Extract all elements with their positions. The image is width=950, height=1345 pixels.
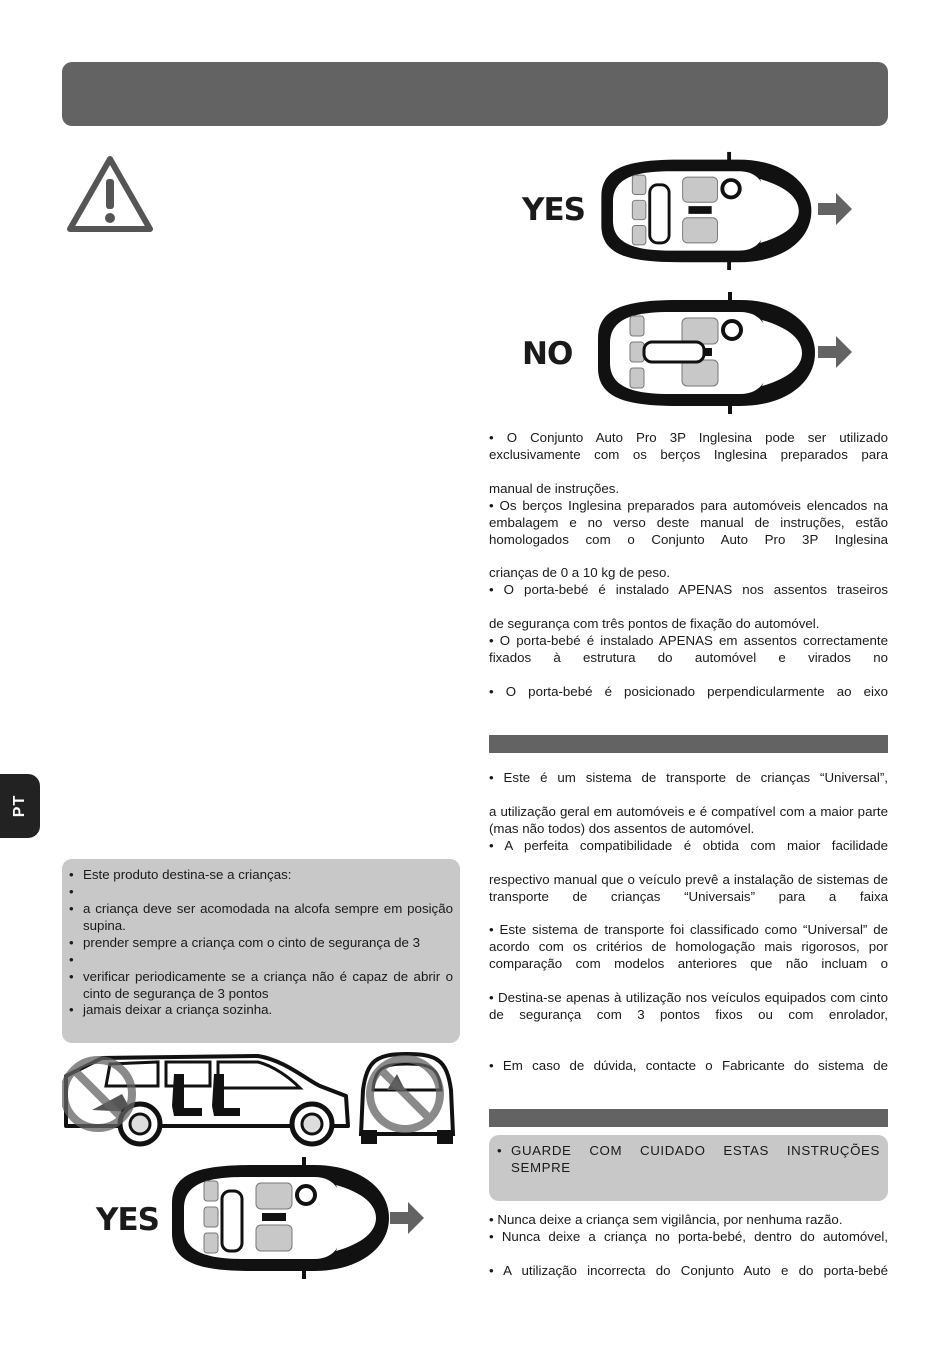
note-paragraph: manual de instruções. [489,480,620,496]
installation-notes [489,430,888,701]
note-paragraph: respectivo manual que o veículo prevê a instalação de sistemas de transporte de crianças “Universais” para a faixa [489,871,888,904]
direction-arrow-icon [818,193,854,227]
note-paragraph: • Este sistema de transporte foi classificado como “Universal” de acordo com os critérios de homologação mais rigorosos, por comparação com modelos anteriores que não incluam o [489,922,888,972]
note-paragraph: a utilização geral em automóveis e é compatível com a maior parte (mas não todos) dos assentos de automóvel. [489,803,888,836]
car-rear-diagram [357,1050,457,1148]
carrycot-icon [650,185,669,243]
car-diagram-no-top [586,290,818,414]
child-info-box [62,859,460,1043]
universal-system-notes [489,770,888,1075]
no-label-top: NO [522,336,573,372]
car-diagram-yes-bottom [160,1155,392,1279]
warning-icon [66,155,154,233]
keep-instructions-box [489,1135,888,1201]
box-item: • prender sempre a criança com o cinto de segurança de 3 [69,935,453,952]
box-item: • verificar periodicamente se a criança não é capaz de abrir o cinto de segurança de 3 pontos [69,969,453,1003]
yes-label-bottom: YES [96,1202,159,1238]
header-bar [62,62,888,126]
section-bar [489,1109,888,1127]
note-paragraph: • O porta-bebé é instalado APENAS em assentos correctamente fixados à estrutura do automóvel e virados no [489,633,888,666]
note-paragraph: • A utilização incorrecta do Conjunto Auto e do porta-bebé [489,1262,888,1278]
yes-label-top: YES [522,192,585,228]
note-paragraph: • Destina-se apenas à utilização nos veículos equipados com cinto de segurança com 3 pontos fixos ou com enrolador, [489,990,888,1023]
language-tab-label: PT [11,794,28,818]
note-paragraph: • Os berços Inglesina preparados para automóveis elencados na embalagem e no verso deste manual de instruções, estão homologados com o Conjunto Auto Pro 3P Inglesina [489,497,888,547]
note-paragraph: • A perfeita compatibilidade é obtida com maior facilidade [489,837,888,853]
note-paragraph: • O porta-bebé é posicionado perpendicularmente ao eixo [489,683,888,699]
box-item: • GUARDE COM CUIDADO ESTAS INSTRUÇÕES SEMPRE [497,1143,880,1177]
note-paragraph: • Este é um sistema de transporte de crianças “Universal”, [489,770,888,785]
section-bar [489,735,888,753]
safety-notes [489,1212,888,1280]
note-paragraph: • O porta-bebé é instalado APENAS nos assentos traseiros [489,582,888,598]
note-paragraph: • Em caso de dúvida, contacte o Fabricante do sistema de [489,1057,888,1073]
box-item: • Este produto destina-se a crianças: [69,867,453,884]
note-paragraph: • O Conjunto Auto Pro 3P Inglesina pode ser utilizado exclusivamente com os berços Inglesina preparados para [489,430,888,462]
note-paragraph: crianças de 0 a 10 kg de peso. [489,565,671,581]
box-item: • a criança deve ser acomodada na alcofa sempre em posição supina. [69,901,453,935]
direction-arrow-icon [818,336,854,370]
note-paragraph: de segurança com três pontos de fixação do automóvel. [489,616,820,632]
note-paragraph: • Nunca deixe a criança sem vigilância, por nenhuma razão. [489,1212,843,1227]
car-diagram-yes-top [586,150,818,270]
box-item: • jamais deixar a criança sozinha. [69,1002,453,1019]
note-paragraph: • Nunca deixe a criança no porta-bebé, dentro do automóvel, [489,1228,888,1244]
carrycot-icon [222,1191,242,1251]
direction-arrow-icon [390,1202,426,1236]
minivan-side-diagram [62,1050,354,1148]
language-tab [0,774,40,838]
carrycot-icon [644,342,704,362]
